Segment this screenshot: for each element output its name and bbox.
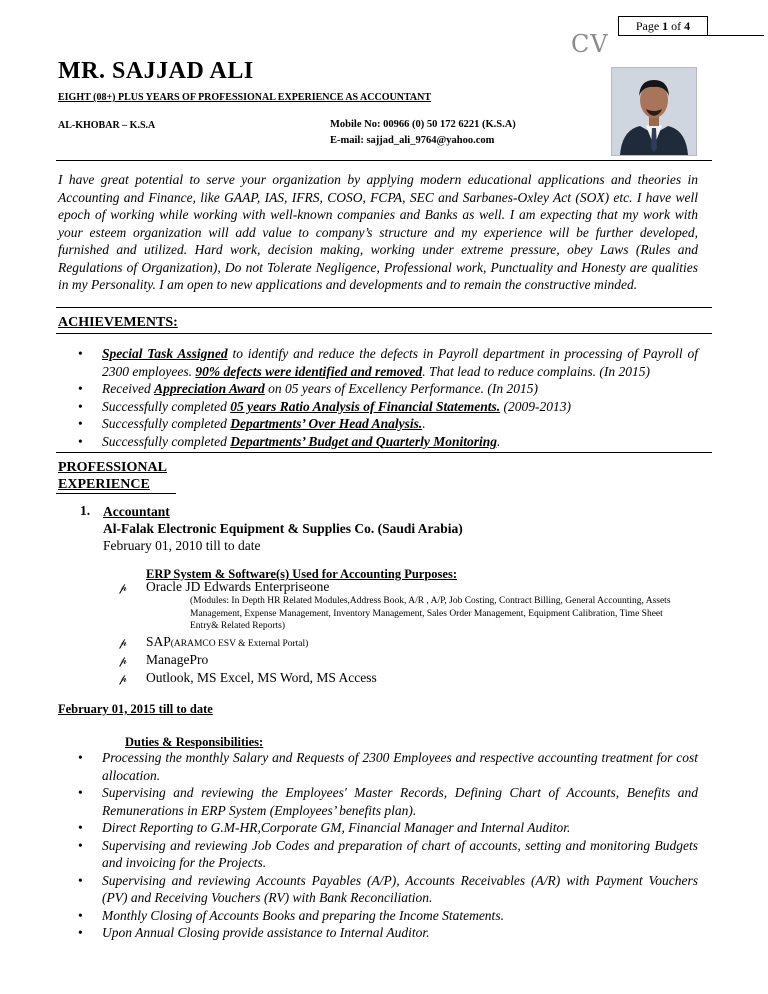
software-item: 𝓅 Outlook, MS Excel, MS Word, MS Access	[146, 669, 377, 686]
page-of: of	[668, 19, 685, 33]
software-item: 𝓅 ManagePro	[146, 651, 208, 668]
cv-mark: CV	[571, 30, 609, 58]
software-item: 𝓅 Oracle JD Edwards Enterpriseone	[146, 578, 329, 595]
achievement-item: • Special Task Assigned to identify and reduce the defects in Payroll department in processing of Payroll of 2300 employees. 90% defects were identified and removed. That lead to reduce complains. (In 2015)	[58, 345, 698, 380]
divider	[56, 493, 176, 494]
page-total: 4	[684, 19, 691, 33]
job-number: 1.	[80, 503, 91, 518]
page-number-box	[618, 16, 708, 36]
email-address: E-mail: sajjad_ali_9764@yahoo.com	[330, 135, 495, 146]
duty-item: • Processing the monthly Salary and Requests of 2300 Employees and respective accounting treatment for cost allocation.	[58, 749, 698, 784]
applicant-name: MR. SAJJAD ALI	[58, 58, 254, 84]
header-line	[706, 35, 764, 36]
bullet-icon: 𝓅	[119, 582, 127, 594]
duty-item: • Supervising and reviewing the Employees' Master Records, Defining Chart of Accounts, Benefits and Remunerations in ERP System (Employees’ benefits plan).	[58, 784, 698, 819]
achievement-item: • Received Appreciation Award on 05 years of Excellency Performance. (In 2015)	[58, 380, 698, 398]
company-name: Al-Falak Electronic Equipment & Supplies Co. (Saudi Arabia)	[103, 521, 463, 536]
tagline: EIGHT (08+) PLUS YEARS OF PROFESSIONAL EXPERIENCE AS ACCOUNTANT	[58, 92, 431, 103]
experience-heading: PROFESSIONAL EXPERIENCE	[58, 460, 167, 492]
location: AL-KHOBAR – K.S.A	[58, 120, 156, 131]
divider	[56, 333, 712, 334]
duties-list	[58, 749, 698, 942]
contact-block	[330, 117, 516, 149]
page-prefix: Page	[635, 19, 663, 33]
duty-item: • Direct Reporting to G.M-HR,Corporate GM, Financial Manager and Internal Auditor.	[58, 819, 698, 837]
software-item: 𝓅 SAP(ARAMCO ESV & External Portal)	[146, 633, 308, 653]
divider	[56, 452, 712, 453]
mobile-number: Mobile No: 00966 (0) 50 172 6221 (K.S.A)	[330, 119, 516, 130]
duty-item: • Upon Annual Closing provide assistance to Internal Auditor.	[58, 924, 698, 942]
bullet-icon: 𝓅	[119, 655, 127, 667]
duty-item: • Monthly Closing of Accounts Books and preparing the Income Statements.	[58, 907, 698, 925]
duty-item: • Supervising and reviewing Job Codes and preparation of chart of accounts, setting and monitoring Budgets and invoicing for the Projects.	[58, 837, 698, 872]
bullet-icon: 𝓅	[119, 673, 127, 685]
achievements-heading: ACHIEVEMENTS:	[58, 315, 178, 330]
job-title: Accountant	[103, 504, 170, 519]
achievement-item: • Successfully completed Departments’ Budget and Quarterly Monitoring.	[58, 433, 698, 451]
divider	[56, 160, 712, 161]
divider	[56, 307, 712, 308]
profile-photo	[611, 67, 697, 156]
period-heading: February 01, 2015 till to date	[58, 702, 213, 716]
summary-paragraph: I have great potential to serve your organization by applying modern educational applications and theories in Accounting and Finance, like GAAP, IAS, IFRS, COSO, FCPA, SEC and Sarbanes-Oxley Act (SOX) etc. I have well epoch of working while working with well-known companies and Banks as well. I am expecting that my work with your esteem organization will add value to company’s structure and my experience will be further developed, furnished and utilized. Hard work, decision making, working under extreme pressure, obey Laws (Rules and Regulations of Organization), Do not Tolerate Negligence, Professional work, Punctuality and Honesty are qualities in my Personality. I am open to new applications and developments and to remain the constructive minded.	[58, 172, 698, 292]
duties-heading: Duties & Responsibilities:	[125, 735, 264, 749]
modules-note: (Modules: In Depth HR Related Modules,Address Book, A/R , A/P, Job Costing, Contract Billing, General Accounting, Assets Management, Expense Management, Inventory Management, Sales Order Management, Equipment Calibration, Time Sheet Entry& Related Reports)	[190, 596, 671, 631]
erp-heading: ERP System & Software(s) Used for Accounting Purposes:	[146, 567, 457, 581]
achievement-item: • Successfully completed 05 years Ratio Analysis of Financial Statements. (2009-2013)	[58, 398, 698, 416]
job-dates: February 01, 2010 till to date	[103, 538, 261, 553]
achievements-list	[58, 345, 698, 450]
achievement-item: • Successfully completed Departments’ Over Head Analysis..	[58, 415, 698, 433]
portrait-image	[612, 68, 696, 155]
job-block	[103, 503, 463, 554]
bullet-icon: 𝓅	[119, 637, 127, 649]
duty-item: • Supervising and reviewing Accounts Payables (A/P), Accounts Receivables (A/R) with Payment Vouchers (PV) and Receiving Vouchers (RV) with Bank Reconciliation.	[58, 872, 698, 907]
page-current: 1	[662, 19, 669, 33]
